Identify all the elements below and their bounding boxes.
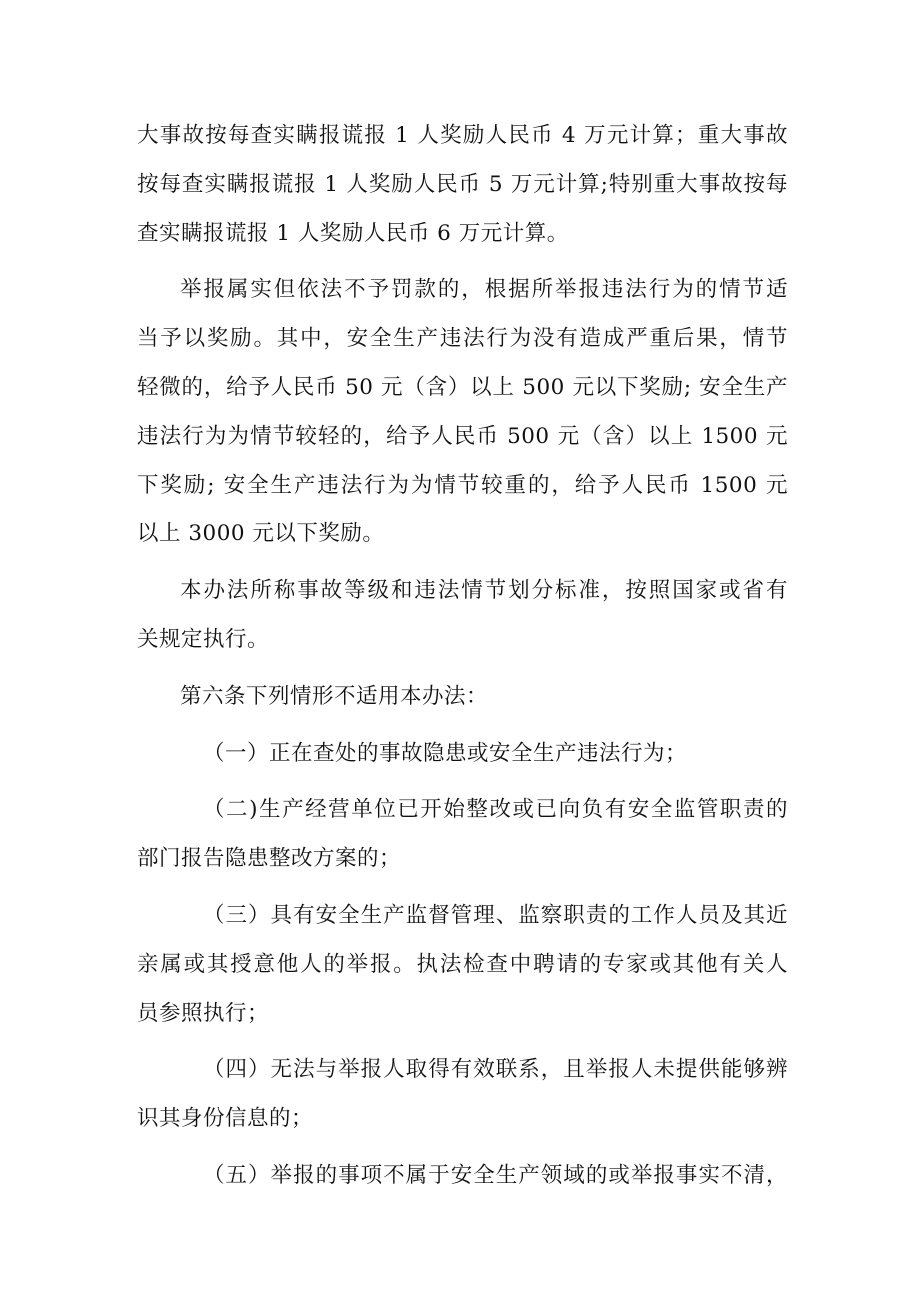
article-six-heading — [137, 673, 788, 722]
text-line: （五）举报的事项不属于安全生产领域的或举报事实不清， — [203, 1162, 788, 1188]
text-line: 当予以奖励。其中，安全生产违法行为没有造成严重后果，情节 — [137, 326, 788, 352]
text-line: （二)生产经营单位已开始整改或已向负有安全监管职责的 — [203, 797, 788, 823]
text-line: 下奖励; 安全生产违法行为为情节较重的，给予人民币 1500 元 — [137, 472, 788, 498]
text-line: 第六条下列情形不适用本办法： — [180, 683, 489, 709]
text-line: 违法行为为情节较轻的，给予人民币 500 元（含）以上 1500 元 — [137, 423, 788, 449]
document-body — [137, 112, 788, 1201]
text-line: 举报属实但依法不予罚款的，根据所举报违法行为的情节适 — [180, 277, 788, 303]
paragraph-classification-standard — [137, 567, 788, 665]
text-line: （三）具有安全生产监督管理、监察职责的工作人员及其近 — [203, 902, 788, 928]
text-line: 查实瞒报谎报 1 人奖励人民币 6 万元计算。 — [137, 220, 569, 246]
text-line: 关规定执行。 — [137, 626, 270, 652]
list-item-2 — [137, 786, 788, 884]
text-line: 大事故按每查实瞒报谎报 1 人奖励人民币 4 万元计算；重大事故 — [137, 123, 788, 148]
paragraph-no-fine-reward — [137, 266, 788, 559]
paragraph-reward-amounts — [137, 112, 788, 258]
text-line: 按每查实瞒报谎报 1 人奖励人民币 5 万元计算;特别重大事故按每 — [137, 171, 788, 197]
list-item-5 — [137, 1152, 788, 1201]
list-item-4 — [137, 1046, 788, 1144]
text-line: （四）无法与举报人取得有效联系，且举报人未提供能够辨 — [203, 1057, 788, 1083]
text-line: 亲属或其授意他人的举报。执法检查中聘请的专家或其他有关人 — [137, 951, 788, 977]
text-line: 识其身份信息的； — [137, 1106, 314, 1132]
text-line: 轻微的，给予人民币 50 元（含）以上 500 元以下奖励; 安全生产 — [137, 374, 788, 400]
text-line: 部门报告隐患整改方案的； — [137, 846, 402, 872]
list-item-3 — [137, 892, 788, 1038]
text-line: 以上 3000 元以下奖励。 — [137, 521, 385, 547]
text-line: （一）正在查处的事故隐患或安全生产违法行为； — [203, 740, 688, 766]
text-line: 员参照执行； — [137, 1000, 270, 1026]
text-line: 本办法所称事故等级和违法情节划分标准，按照国家或省有 — [180, 578, 788, 604]
list-item-1 — [137, 730, 788, 779]
